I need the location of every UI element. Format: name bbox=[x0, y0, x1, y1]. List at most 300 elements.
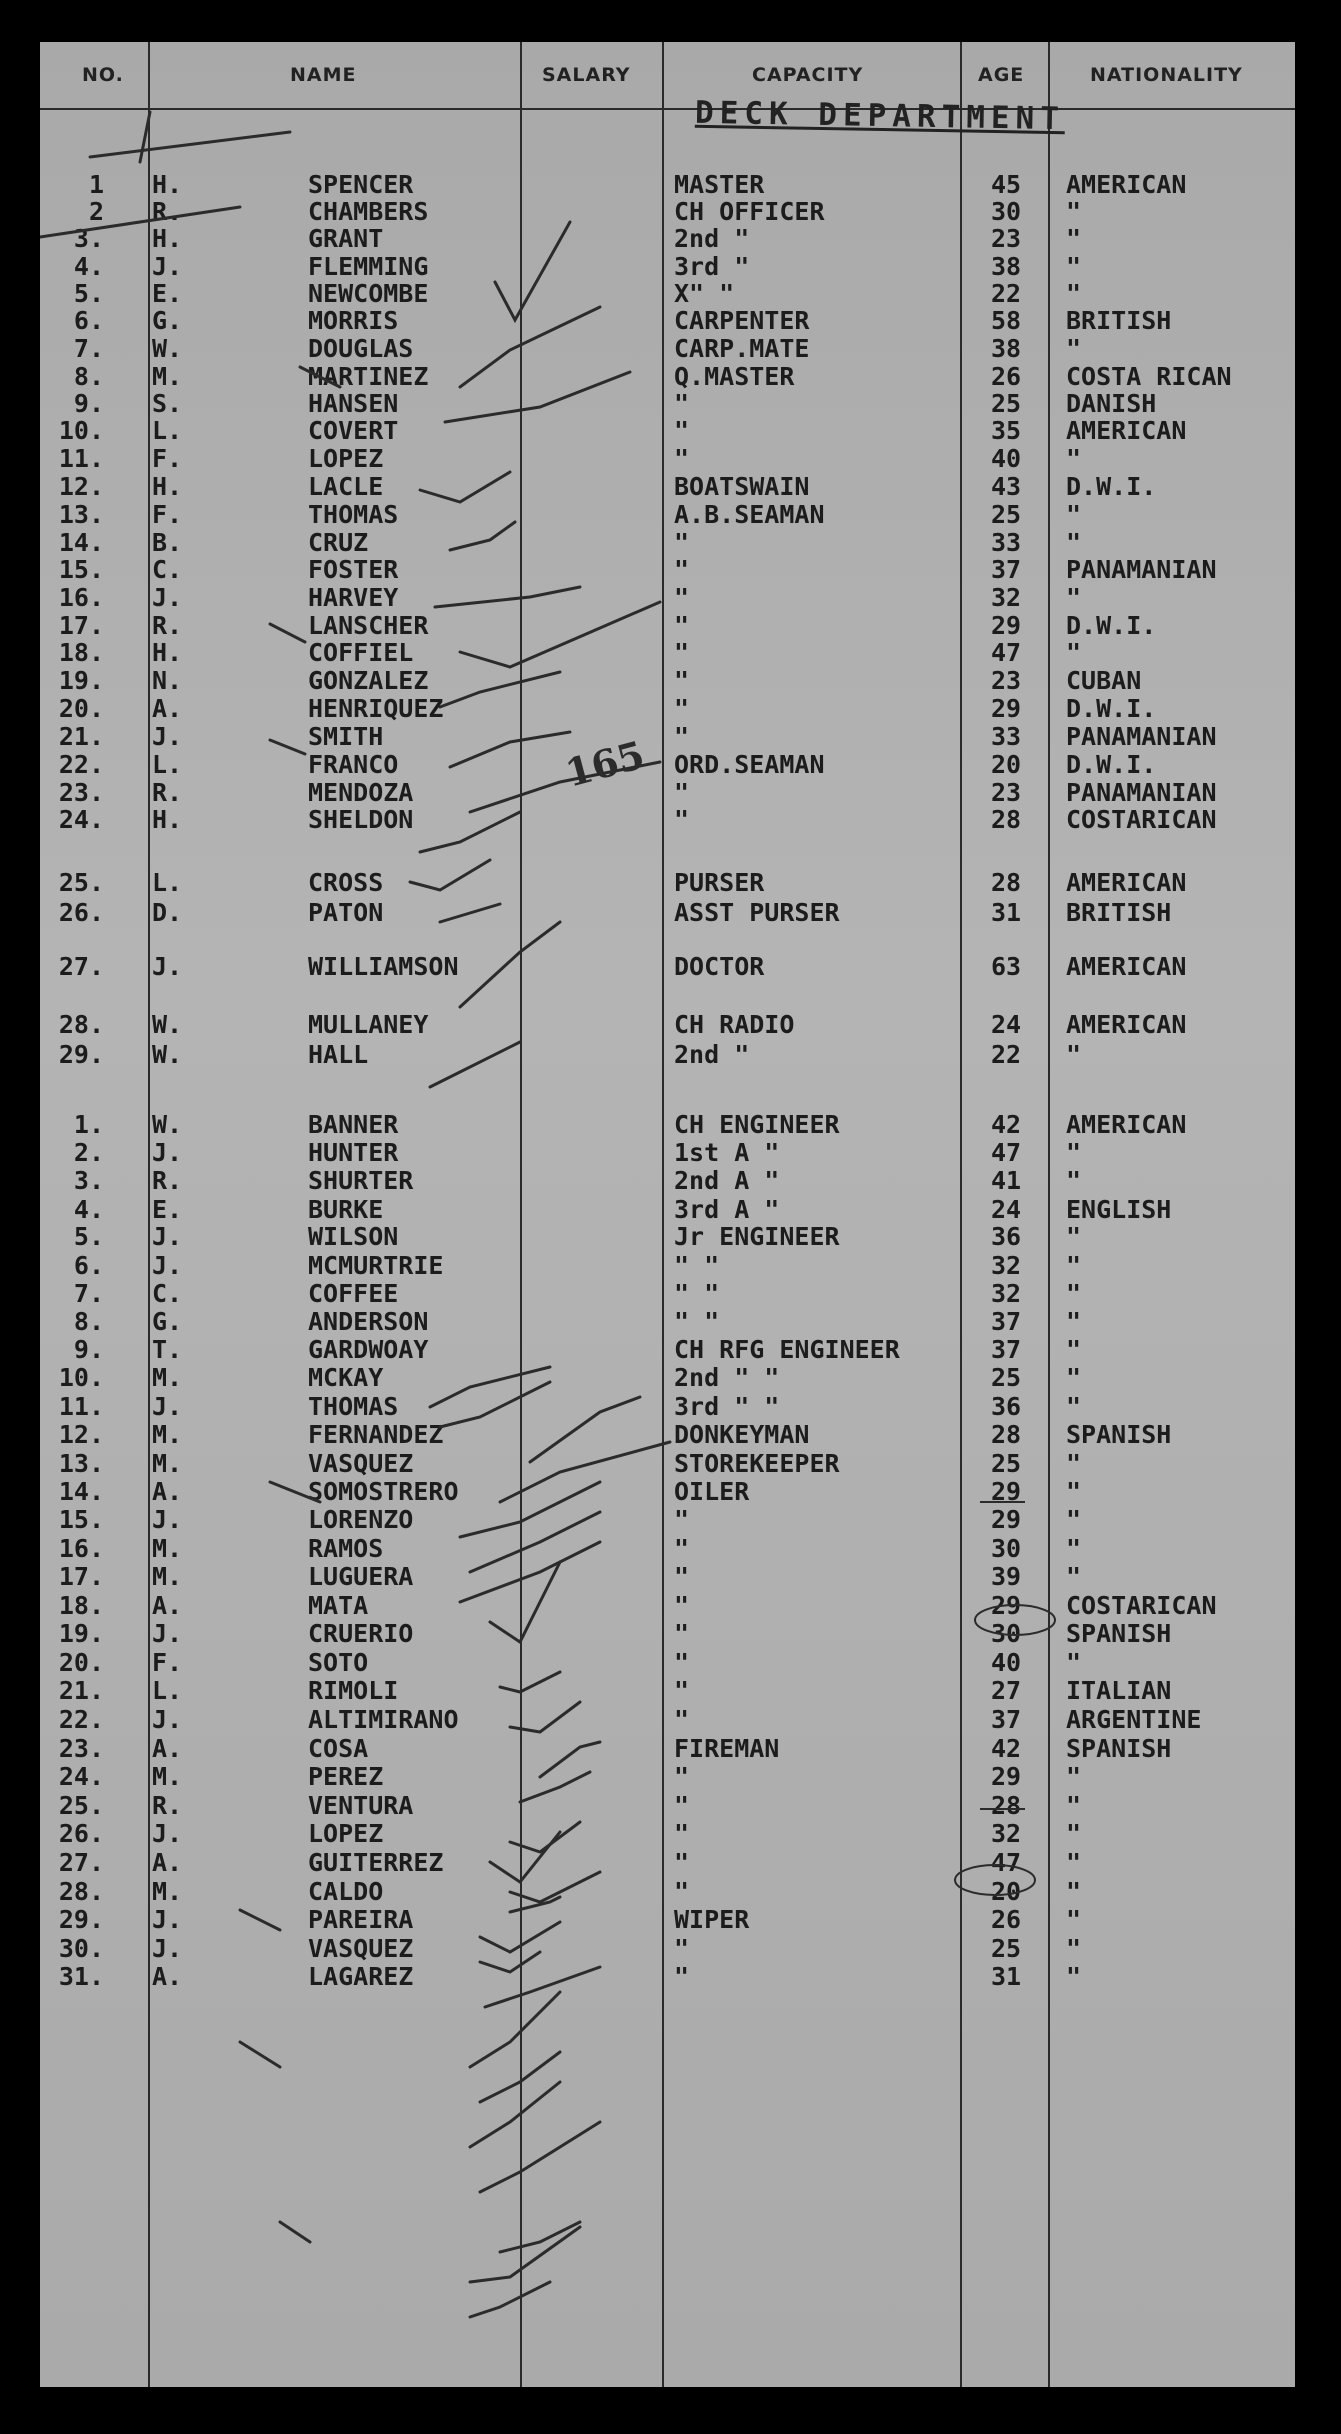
row-age: 29 bbox=[990, 1505, 1022, 1534]
row-number: 15. bbox=[58, 555, 104, 584]
table-row bbox=[40, 389, 1295, 419]
row-name: GARDWOAY bbox=[308, 1335, 429, 1364]
row-age: 23 bbox=[990, 666, 1022, 695]
row-number: 14. bbox=[58, 1477, 104, 1506]
row-initial: J. bbox=[152, 252, 183, 281]
row-nationality: SPANISH bbox=[1066, 1420, 1172, 1449]
table-row bbox=[40, 279, 1295, 309]
row-capacity: " bbox=[674, 389, 690, 418]
row-age: 24 bbox=[990, 1010, 1022, 1039]
row-number: 4. bbox=[73, 252, 104, 281]
row-initial: H. bbox=[152, 805, 183, 834]
table-row bbox=[40, 1251, 1295, 1281]
row-age: 37 bbox=[990, 555, 1022, 584]
table-row bbox=[40, 1562, 1295, 1592]
row-number: 3. bbox=[73, 224, 104, 253]
row-capacity: " bbox=[674, 722, 690, 751]
row-name: FOSTER bbox=[308, 555, 399, 584]
row-name: SOMOSTRERO bbox=[308, 1477, 459, 1506]
row-initial: M. bbox=[152, 1363, 183, 1392]
row-name: HENRIQUEZ bbox=[308, 694, 444, 723]
row-capacity: 2nd A " bbox=[674, 1166, 780, 1195]
row-nationality: " bbox=[1066, 1392, 1082, 1421]
row-number: 18. bbox=[58, 1591, 104, 1620]
header-capacity: CAPACITY bbox=[752, 64, 864, 86]
table-row bbox=[40, 1734, 1295, 1764]
table-row bbox=[40, 1363, 1295, 1393]
row-nationality: COSTARICAN bbox=[1066, 805, 1217, 834]
table-row bbox=[40, 500, 1295, 530]
row-number: 12. bbox=[58, 1420, 104, 1449]
row-nationality: AMERICAN bbox=[1066, 1010, 1187, 1039]
row-nationality: D.W.I. bbox=[1066, 694, 1157, 723]
row-name: VASQUEZ bbox=[308, 1934, 414, 1963]
row-number: 3. bbox=[73, 1166, 104, 1195]
row-capacity: ORD.SEAMAN bbox=[674, 750, 825, 779]
row-name: HALL bbox=[308, 1040, 369, 1069]
table-row bbox=[40, 868, 1295, 898]
department-title: DECK DEPARTMENT bbox=[694, 94, 1066, 138]
table-row bbox=[40, 778, 1295, 808]
row-capacity: " bbox=[674, 805, 690, 834]
row-capacity: " bbox=[674, 1505, 690, 1534]
row-number: 29. bbox=[58, 1040, 104, 1069]
row-number: 1. bbox=[73, 1110, 104, 1139]
row-nationality: " bbox=[1066, 1819, 1082, 1848]
row-number: 7. bbox=[73, 334, 104, 363]
row-number: 30. bbox=[58, 1934, 104, 1963]
row-number: 6. bbox=[73, 306, 104, 335]
row-age: 38 bbox=[990, 334, 1022, 363]
row-name: PAREIRA bbox=[308, 1905, 414, 1934]
row-name: RAMOS bbox=[308, 1534, 384, 1563]
row-capacity: " bbox=[674, 1562, 690, 1591]
row-initial: J. bbox=[152, 583, 183, 612]
row-age: 47 bbox=[990, 1138, 1022, 1167]
table-row bbox=[40, 1819, 1295, 1849]
row-initial: A. bbox=[152, 1734, 183, 1763]
row-nationality: " bbox=[1066, 197, 1082, 226]
row-capacity: " bbox=[674, 555, 690, 584]
row-initial: M. bbox=[152, 1420, 183, 1449]
row-capacity: " bbox=[674, 1819, 690, 1848]
row-capacity: " " bbox=[674, 1307, 720, 1336]
table-row bbox=[40, 528, 1295, 558]
table-row bbox=[40, 583, 1295, 613]
row-age: 29 bbox=[990, 1762, 1022, 1791]
row-nationality: " bbox=[1066, 1962, 1082, 1991]
row-name: LACLE bbox=[308, 472, 384, 501]
row-capacity: " bbox=[674, 583, 690, 612]
table-row bbox=[40, 1705, 1295, 1735]
row-nationality: " bbox=[1066, 1279, 1082, 1308]
header-age: AGE bbox=[978, 64, 1025, 86]
table-row bbox=[40, 805, 1295, 835]
row-age: 47 bbox=[990, 1848, 1022, 1877]
row-name: CALDO bbox=[308, 1877, 384, 1906]
row-name: RIMOLI bbox=[308, 1676, 399, 1705]
row-nationality: " bbox=[1066, 224, 1082, 253]
row-nationality: AMERICAN bbox=[1066, 1110, 1187, 1139]
row-age: 23 bbox=[990, 778, 1022, 807]
table-row bbox=[40, 1762, 1295, 1792]
row-name: DOUGLAS bbox=[308, 334, 414, 363]
row-nationality: " bbox=[1066, 1251, 1082, 1280]
row-initial: L. bbox=[152, 416, 183, 445]
table-row bbox=[40, 306, 1295, 336]
row-age: 31 bbox=[990, 898, 1022, 927]
row-name: COVERT bbox=[308, 416, 399, 445]
row-number: 20. bbox=[58, 694, 104, 723]
row-initial: F. bbox=[152, 500, 183, 529]
row-capacity: 2nd " bbox=[674, 224, 750, 253]
row-nationality: PANAMANIAN bbox=[1066, 722, 1217, 751]
table-row bbox=[40, 1010, 1295, 1040]
row-initial: J. bbox=[152, 1705, 183, 1734]
row-age: 30 bbox=[990, 1534, 1022, 1563]
row-initial: M. bbox=[152, 1562, 183, 1591]
row-age: 20 bbox=[990, 750, 1022, 779]
row-age: 26 bbox=[990, 362, 1022, 391]
row-number: 17. bbox=[58, 611, 104, 640]
table-row bbox=[40, 1619, 1295, 1649]
row-nationality: " bbox=[1066, 334, 1082, 363]
row-nationality: " bbox=[1066, 1335, 1082, 1364]
row-name: MCMURTRIE bbox=[308, 1251, 444, 1280]
row-number: 15. bbox=[58, 1505, 104, 1534]
row-name: WILSON bbox=[308, 1222, 399, 1251]
table-row bbox=[40, 750, 1295, 780]
row-initial: M. bbox=[152, 362, 183, 391]
row-age: 35 bbox=[990, 416, 1022, 445]
row-number: 17. bbox=[58, 1562, 104, 1591]
row-initial: E. bbox=[152, 1195, 183, 1224]
row-age: 29 bbox=[990, 611, 1022, 640]
row-age: 29 bbox=[990, 694, 1022, 723]
table-row bbox=[40, 1648, 1295, 1678]
row-name: LOPEZ bbox=[308, 1819, 384, 1848]
row-capacity: " bbox=[674, 1619, 690, 1648]
row-initial: S. bbox=[152, 389, 183, 418]
row-initial: A. bbox=[152, 694, 183, 723]
row-capacity: FIREMAN bbox=[674, 1734, 780, 1763]
row-initial: W. bbox=[152, 334, 183, 363]
row-nationality: " bbox=[1066, 1848, 1082, 1877]
row-nationality: ENGLISH bbox=[1066, 1195, 1172, 1224]
row-name: MENDOZA bbox=[308, 778, 414, 807]
row-capacity: " " bbox=[674, 1279, 720, 1308]
row-age: 63 bbox=[990, 952, 1022, 981]
row-capacity: " bbox=[674, 416, 690, 445]
row-initial: G. bbox=[152, 1307, 183, 1336]
row-initial: J. bbox=[152, 1619, 183, 1648]
row-age: 27 bbox=[990, 1676, 1022, 1705]
row-name: HARVEY bbox=[308, 583, 399, 612]
row-capacity: 2nd " bbox=[674, 1040, 750, 1069]
row-initial: W. bbox=[152, 1010, 183, 1039]
row-capacity: " bbox=[674, 1962, 690, 1991]
row-name: COFFIEL bbox=[308, 638, 414, 667]
row-age: 25 bbox=[990, 1449, 1022, 1478]
row-capacity: " bbox=[674, 1591, 690, 1620]
table-row bbox=[40, 722, 1295, 752]
table-row bbox=[40, 1392, 1295, 1422]
row-age: 41 bbox=[990, 1166, 1022, 1195]
table-row bbox=[40, 1477, 1295, 1507]
row-capacity: " bbox=[674, 444, 690, 473]
table-row bbox=[40, 197, 1295, 227]
row-age: 28 bbox=[990, 1420, 1022, 1449]
row-name: SOTO bbox=[308, 1648, 369, 1677]
table-row bbox=[40, 472, 1295, 502]
table-row bbox=[40, 638, 1295, 668]
row-age: 24 bbox=[990, 1195, 1022, 1224]
row-initial: J. bbox=[152, 1905, 183, 1934]
row-age: 33 bbox=[990, 528, 1022, 557]
row-nationality: " bbox=[1066, 279, 1082, 308]
row-age: 28 bbox=[990, 805, 1022, 834]
row-number: 21. bbox=[58, 722, 104, 751]
row-name: MCKAY bbox=[308, 1363, 384, 1392]
row-nationality: " bbox=[1066, 1648, 1082, 1677]
row-nationality: " bbox=[1066, 1307, 1082, 1336]
row-nationality: " bbox=[1066, 1762, 1082, 1791]
row-initial: D. bbox=[152, 898, 183, 927]
row-capacity: ASST PURSER bbox=[674, 898, 840, 927]
table-row bbox=[40, 416, 1295, 446]
row-initial: M. bbox=[152, 1449, 183, 1478]
row-age: 25 bbox=[990, 389, 1022, 418]
row-capacity: " bbox=[674, 1791, 690, 1820]
row-age: 22 bbox=[990, 279, 1022, 308]
table-row bbox=[40, 252, 1295, 282]
row-number: 24. bbox=[58, 1762, 104, 1791]
row-number: 9. bbox=[73, 1335, 104, 1364]
row-nationality: BRITISH bbox=[1066, 306, 1172, 335]
row-age: 32 bbox=[990, 1819, 1022, 1848]
header-name: NAME bbox=[290, 64, 357, 86]
row-capacity: CH RADIO bbox=[674, 1010, 795, 1039]
row-number: 22. bbox=[58, 750, 104, 779]
row-nationality: " bbox=[1066, 1040, 1082, 1069]
row-name: PEREZ bbox=[308, 1762, 384, 1791]
row-initial: R. bbox=[152, 1791, 183, 1820]
row-initial: M. bbox=[152, 1534, 183, 1563]
row-number: 21. bbox=[58, 1676, 104, 1705]
row-nationality: " bbox=[1066, 1449, 1082, 1478]
table-row bbox=[40, 1505, 1295, 1535]
row-name: MORRIS bbox=[308, 306, 399, 335]
row-name: LAGAREZ bbox=[308, 1962, 414, 1991]
row-initial: J. bbox=[152, 1392, 183, 1421]
table-row bbox=[40, 1166, 1295, 1196]
row-initial: W. bbox=[152, 1110, 183, 1139]
table-row bbox=[40, 1222, 1295, 1252]
row-initial: C. bbox=[152, 555, 183, 584]
row-nationality: ARGENTINE bbox=[1066, 1705, 1202, 1734]
row-age: 22 bbox=[990, 1040, 1022, 1069]
row-initial: H. bbox=[152, 638, 183, 667]
row-nationality: " bbox=[1066, 1791, 1082, 1820]
row-capacity: " bbox=[674, 1705, 690, 1734]
row-capacity: " bbox=[674, 1934, 690, 1963]
header-nationality: NATIONALITY bbox=[1090, 64, 1243, 86]
row-initial: J. bbox=[152, 722, 183, 751]
row-initial: M. bbox=[152, 1762, 183, 1791]
row-nationality: SPANISH bbox=[1066, 1619, 1172, 1648]
row-name: PATON bbox=[308, 898, 384, 927]
row-number: 16. bbox=[58, 1534, 104, 1563]
row-number: 13. bbox=[58, 1449, 104, 1478]
row-age: 37 bbox=[990, 1307, 1022, 1336]
row-number: 8. bbox=[73, 362, 104, 391]
row-initial: T. bbox=[152, 1335, 183, 1364]
row-number: 9. bbox=[73, 389, 104, 418]
row-capacity: " bbox=[674, 638, 690, 667]
row-capacity: " bbox=[674, 611, 690, 640]
row-name: CHAMBERS bbox=[308, 197, 429, 226]
row-number: 23. bbox=[58, 778, 104, 807]
row-initial: J. bbox=[152, 1934, 183, 1963]
row-initial: W. bbox=[152, 1040, 183, 1069]
row-initial: J. bbox=[152, 1222, 183, 1251]
table-row bbox=[40, 1420, 1295, 1450]
row-capacity: " bbox=[674, 1676, 690, 1705]
row-nationality: D.W.I. bbox=[1066, 750, 1157, 779]
row-number: 27. bbox=[58, 1848, 104, 1877]
row-capacity: Jr ENGINEER bbox=[674, 1222, 840, 1251]
row-initial: N. bbox=[152, 666, 183, 695]
row-nationality: " bbox=[1066, 1562, 1082, 1591]
row-initial: J. bbox=[152, 952, 183, 981]
row-capacity: X" " bbox=[674, 279, 735, 308]
row-initial: A. bbox=[152, 1591, 183, 1620]
row-age: 29 bbox=[990, 1591, 1022, 1620]
row-capacity: A.B.SEAMAN bbox=[674, 500, 825, 529]
row-name: ALTIMIRANO bbox=[308, 1705, 459, 1734]
row-name: FLEMMING bbox=[308, 252, 429, 281]
table-row bbox=[40, 1848, 1295, 1878]
row-name: THOMAS bbox=[308, 1392, 399, 1421]
row-name: NEWCOMBE bbox=[308, 279, 429, 308]
row-initial: J. bbox=[152, 1819, 183, 1848]
row-number: 27. bbox=[58, 952, 104, 981]
row-number: 2. bbox=[73, 1138, 104, 1167]
row-age: 42 bbox=[990, 1110, 1022, 1139]
row-age: 36 bbox=[990, 1222, 1022, 1251]
row-number: 13. bbox=[58, 500, 104, 529]
row-name: MULLANEY bbox=[308, 1010, 429, 1039]
row-number: 10. bbox=[58, 1363, 104, 1392]
row-initial: H. bbox=[152, 224, 183, 253]
row-age: 37 bbox=[990, 1335, 1022, 1364]
row-capacity: 3rd A " bbox=[674, 1195, 780, 1224]
row-capacity: CARP.MATE bbox=[674, 334, 810, 363]
table-row bbox=[40, 952, 1295, 982]
row-capacity: " " bbox=[674, 1251, 720, 1280]
row-number: 19. bbox=[58, 666, 104, 695]
row-name: SMITH bbox=[308, 722, 384, 751]
row-nationality: " bbox=[1066, 500, 1082, 529]
row-initial: B. bbox=[152, 528, 183, 557]
row-name: COSA bbox=[308, 1734, 369, 1763]
header-salary: SALARY bbox=[542, 64, 631, 86]
row-name: WILLIAMSON bbox=[308, 952, 459, 981]
row-number: 14. bbox=[58, 528, 104, 557]
row-nationality: " bbox=[1066, 252, 1082, 281]
row-number: 29. bbox=[58, 1905, 104, 1934]
row-capacity: WIPER bbox=[674, 1905, 750, 1934]
row-initial: F. bbox=[152, 444, 183, 473]
row-capacity: " bbox=[674, 1648, 690, 1677]
row-number: 5. bbox=[73, 1222, 104, 1251]
row-number: 10. bbox=[58, 416, 104, 445]
row-capacity: Q.MASTER bbox=[674, 362, 795, 391]
header-rule bbox=[40, 108, 1295, 110]
table-row bbox=[40, 1449, 1295, 1479]
row-number: 25. bbox=[58, 868, 104, 897]
row-initial: M. bbox=[152, 1877, 183, 1906]
row-number: 5. bbox=[73, 279, 104, 308]
row-age: 25 bbox=[990, 1934, 1022, 1963]
row-initial: R. bbox=[152, 778, 183, 807]
row-name: LORENZO bbox=[308, 1505, 414, 1534]
row-number: 1 bbox=[88, 170, 104, 199]
row-capacity: CARPENTER bbox=[674, 306, 810, 335]
row-initial: L. bbox=[152, 1676, 183, 1705]
row-name: MARTINEZ bbox=[308, 362, 429, 391]
table-row bbox=[40, 362, 1295, 392]
table-row bbox=[40, 1110, 1295, 1140]
row-initial: J. bbox=[152, 1505, 183, 1534]
table-row bbox=[40, 444, 1295, 474]
row-name: VASQUEZ bbox=[308, 1449, 414, 1478]
row-age: 25 bbox=[990, 1363, 1022, 1392]
row-nationality: D.W.I. bbox=[1066, 611, 1157, 640]
row-age: 36 bbox=[990, 1392, 1022, 1421]
table-row bbox=[40, 611, 1295, 641]
row-nationality: DANISH bbox=[1066, 389, 1157, 418]
row-nationality: " bbox=[1066, 1138, 1082, 1167]
row-nationality: AMERICAN bbox=[1066, 416, 1187, 445]
row-name: LUGUERA bbox=[308, 1562, 414, 1591]
row-initial: C. bbox=[152, 1279, 183, 1308]
row-name: CRUERIO bbox=[308, 1619, 414, 1648]
row-name: GRANT bbox=[308, 224, 384, 253]
margin-note: 165 bbox=[560, 731, 649, 796]
row-nationality: AMERICAN bbox=[1066, 170, 1187, 199]
crew-list-document bbox=[40, 42, 1295, 2387]
row-age: 40 bbox=[990, 444, 1022, 473]
row-name: MATA bbox=[308, 1591, 369, 1620]
row-number: 2 bbox=[88, 197, 104, 226]
row-initial: J. bbox=[152, 1138, 183, 1167]
row-name: SHURTER bbox=[308, 1166, 414, 1195]
row-number: 28. bbox=[58, 1877, 104, 1906]
row-name: BANNER bbox=[308, 1110, 399, 1139]
row-name: VENTURA bbox=[308, 1791, 414, 1820]
row-nationality: " bbox=[1066, 444, 1082, 473]
table-row bbox=[40, 555, 1295, 585]
table-row bbox=[40, 1905, 1295, 1935]
row-number: 4. bbox=[73, 1195, 104, 1224]
table-row bbox=[40, 1591, 1295, 1621]
row-nationality: " bbox=[1066, 1363, 1082, 1392]
row-capacity: DONKEYMAN bbox=[674, 1420, 810, 1449]
row-capacity: 3rd " bbox=[674, 252, 750, 281]
table-row bbox=[40, 1676, 1295, 1706]
row-nationality: PANAMANIAN bbox=[1066, 778, 1217, 807]
